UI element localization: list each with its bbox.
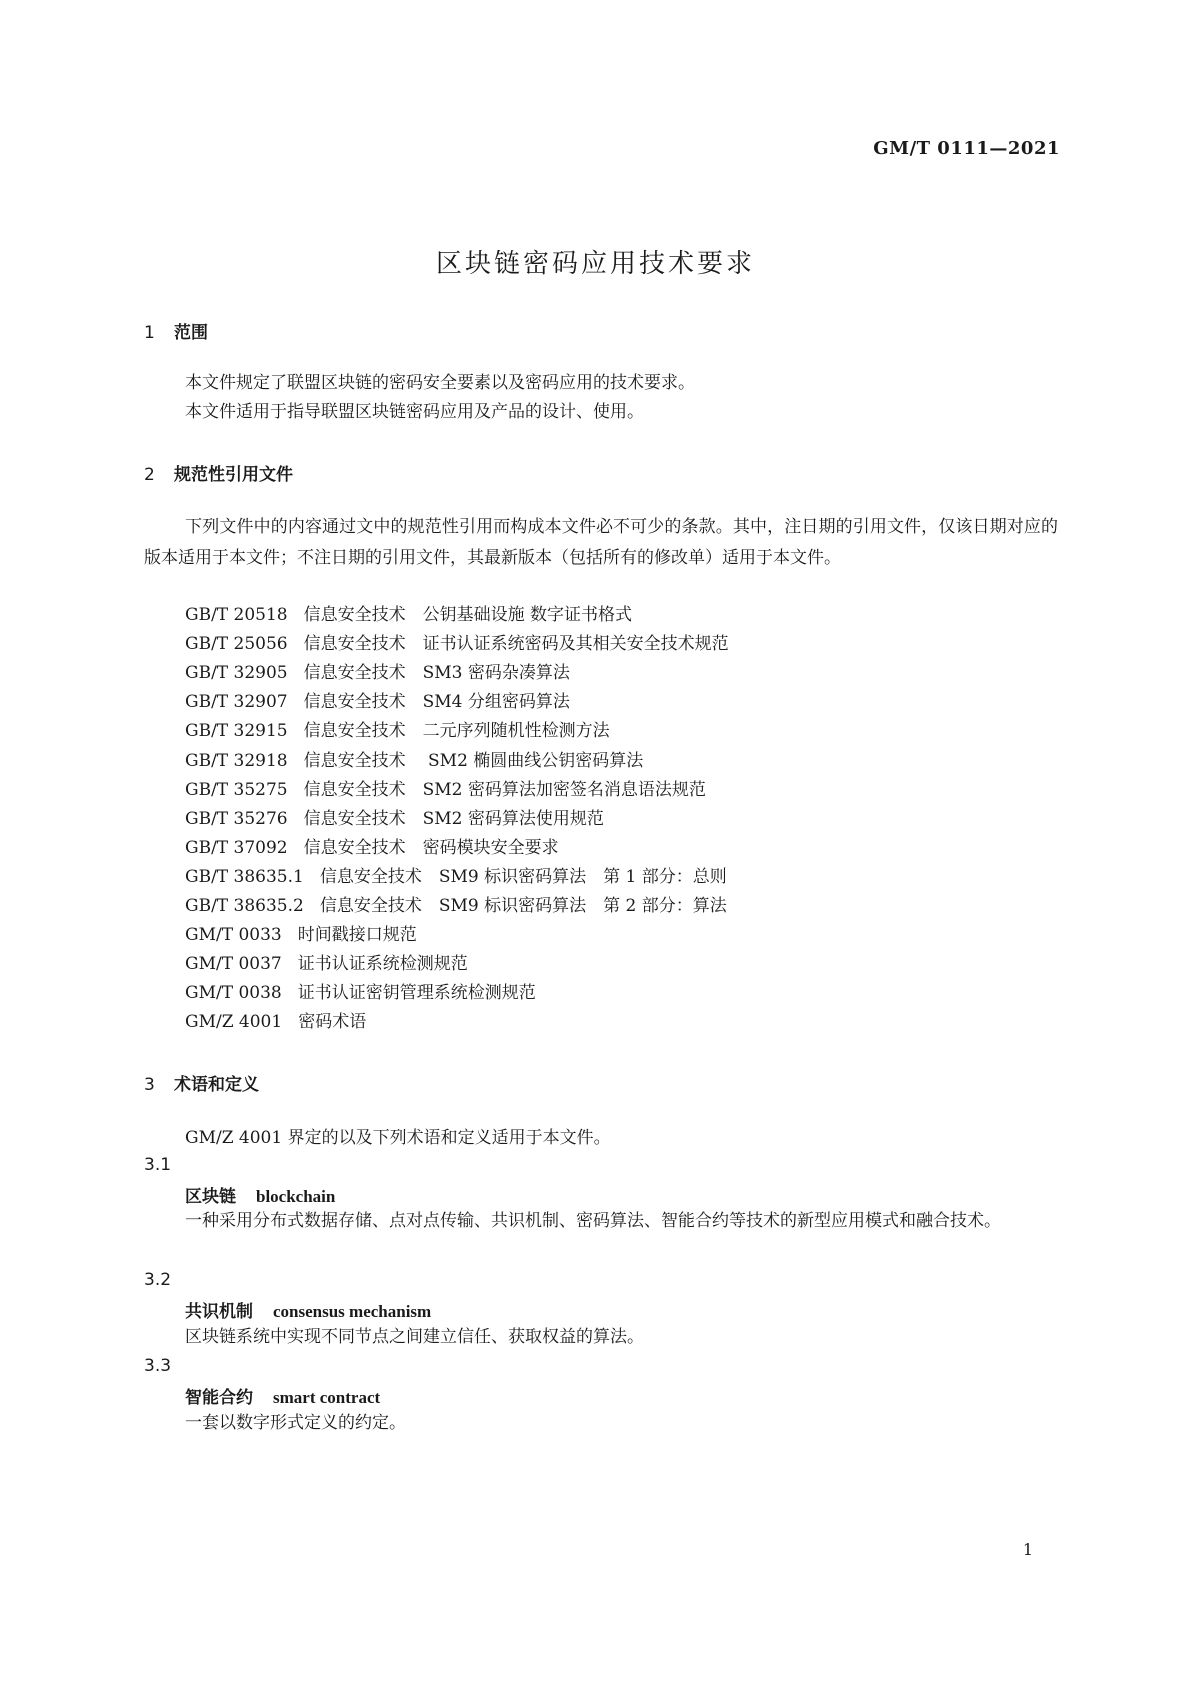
section-title: 术语和定义 xyxy=(174,1075,259,1095)
reference-code: GB/T 25056 xyxy=(185,634,288,655)
reference-code: GM/T 0037 xyxy=(185,954,282,975)
term-definition: 一套以数字形式定义的约定。 xyxy=(185,1413,406,1433)
section-heading-terms xyxy=(144,1070,259,1095)
reference-code: GB/T 32907 xyxy=(185,692,288,713)
term-en: blockchain xyxy=(256,1187,336,1206)
term-definition xyxy=(144,1206,1058,1237)
term-en: smart contract xyxy=(273,1388,381,1407)
standard-code: GM/T 0111—2021 xyxy=(873,138,1060,159)
reference-title: 信息安全技术 SM3 密码杂凑算法 xyxy=(303,663,570,684)
reference-title: 时间戳接口规范 xyxy=(297,925,417,946)
reference-code: GB/T 37092 xyxy=(185,837,288,858)
reference-title: 信息安全技术 SM9 标识密码算法 第 2 部分：算法 xyxy=(319,896,727,916)
terms-intro: GM/Z 4001 界定的以及下列术语和定义适用于本文件。 xyxy=(185,1128,611,1148)
reference-title: 证书认证密钥管理系统检测规范 xyxy=(297,983,536,1004)
reference-title: 信息安全技术 二元序列随机性检测方法 xyxy=(303,721,610,742)
page-number: 1 xyxy=(1022,1540,1033,1559)
reference-item xyxy=(185,920,417,945)
reference-item xyxy=(185,716,610,741)
term-heading xyxy=(185,1297,431,1322)
reference-item xyxy=(185,746,643,771)
section-heading-normative-references xyxy=(144,460,293,485)
term-number: 3.2 xyxy=(144,1270,172,1290)
term-definition: 区块链系统中实现不同节点之间建立信任、获取权益的算法。 xyxy=(185,1327,644,1347)
reference-item xyxy=(185,775,706,800)
paragraph: 本文件规定了联盟区块链的密码安全要素以及密码应用的技术要求。 xyxy=(185,373,695,393)
term-definition-text: 一种采用分布式数据存储、点对点传输、共识机制、密码算法、智能合约等技术的新型应用模式和融合技术。 xyxy=(185,1211,1001,1231)
reference-title: 信息安全技术 SM9 标识密码算法 第 1 部分：总则 xyxy=(319,866,727,887)
reference-item xyxy=(185,833,559,858)
references-intro xyxy=(144,512,1058,574)
reference-code: GM/T 0033 xyxy=(185,925,282,946)
reference-code: GB/T 32905 xyxy=(185,663,288,684)
reference-title: 密码术语 xyxy=(298,1012,367,1033)
paragraph: 本文件适用于指导联盟区块链密码应用及产品的设计、使用。 xyxy=(185,402,644,422)
reference-item xyxy=(185,687,570,712)
section-number: 3 xyxy=(144,1075,155,1095)
references-intro-text: 下列文件中的内容通过文中的规范性引用而构成本文件必不可少的条款。其中，注日期的引用文件，仅该日期对应的版本适用于本文件；不注日期的引用文件，其最新版本（包括所有的修改单）适用于本文件。 xyxy=(144,517,1058,568)
reference-item xyxy=(185,600,632,625)
document-title: 区块链密码应用技术要求 xyxy=(435,249,755,279)
reference-item xyxy=(185,629,729,654)
reference-item xyxy=(185,891,727,916)
reference-code: GB/T 38635.1 xyxy=(185,866,304,887)
reference-item xyxy=(185,978,536,1003)
section-heading-scope xyxy=(144,318,208,343)
term-zh: 区块链 xyxy=(185,1187,236,1207)
reference-title: 信息安全技术 SM4 分组密码算法 xyxy=(303,692,570,713)
reference-item xyxy=(185,658,570,683)
reference-code: GB/T 35275 xyxy=(185,779,288,800)
reference-item xyxy=(185,862,727,887)
reference-item xyxy=(185,804,604,829)
reference-code: GB/T 38635.2 xyxy=(185,896,304,916)
term-number: 3.1 xyxy=(144,1155,172,1175)
reference-title: 信息安全技术 密码模块安全要求 xyxy=(303,837,559,858)
section-title: 规范性引用文件 xyxy=(174,465,293,485)
section-title: 范围 xyxy=(174,323,208,343)
term-zh: 智能合约 xyxy=(185,1388,253,1408)
reference-title: 信息安全技术 证书认证系统密码及其相关安全技术规范 xyxy=(303,634,729,655)
reference-item xyxy=(185,949,468,974)
reference-title: 信息安全技术 SM2 密码算法使用规范 xyxy=(303,808,604,829)
reference-title: 信息安全技术 公钥基础设施 数字证书格式 xyxy=(303,605,633,625)
term-heading xyxy=(185,1383,380,1408)
reference-title: 信息安全技术 SM2 密码算法加密签名消息语法规范 xyxy=(303,779,706,800)
term-zh: 共识机制 xyxy=(185,1302,253,1322)
reference-code: GM/T 0038 xyxy=(185,983,282,1004)
reference-code: GB/T 32915 xyxy=(185,721,288,742)
reference-title: 证书认证系统检测规范 xyxy=(297,954,468,975)
reference-code: GM/Z 4001 xyxy=(185,1012,283,1033)
reference-code: GB/T 35276 xyxy=(185,808,288,829)
reference-item xyxy=(185,1007,366,1032)
section-number: 1 xyxy=(144,323,155,343)
reference-title: 信息安全技术 SM2 椭圆曲线公钥密码算法 xyxy=(303,750,644,771)
term-number: 3.3 xyxy=(144,1356,172,1376)
section-number: 2 xyxy=(144,465,155,485)
reference-code: GB/T 20518 xyxy=(185,605,288,625)
reference-code: GB/T 32918 xyxy=(185,750,288,771)
term-heading xyxy=(185,1182,335,1207)
term-en: consensus mechanism xyxy=(273,1302,432,1321)
